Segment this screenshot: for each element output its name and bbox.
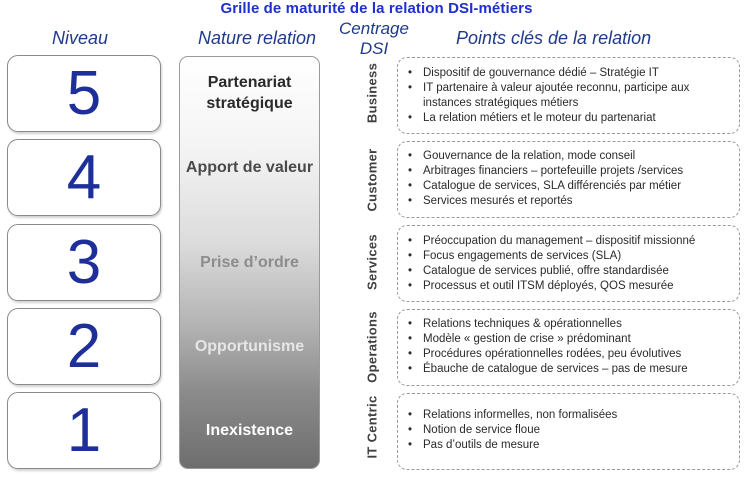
list-item: • Modèle « gestion de crise » prédominant <box>398 332 739 347</box>
centrage-label-it-centric: IT Centric <box>364 395 380 459</box>
list-item: • Ébauche de catalogue de services – pas de mesure <box>398 362 739 377</box>
level-box-5 <box>7 55 161 132</box>
list-item: • Relations informelles, non formalisées <box>398 408 739 423</box>
nature-label-4: Apport de valeur <box>185 159 314 176</box>
list-item: • Dispositif de gouvernance dédié – Stratégie IT <box>398 66 739 81</box>
nature-label-5: Partenariat stratégique <box>206 74 293 112</box>
points-box-2 <box>397 309 740 386</box>
level-box-4 <box>7 139 161 216</box>
points-box-5 <box>397 57 740 134</box>
header-nature-relation: Nature relation <box>198 28 317 48</box>
list-item: • Catalogue de services publié, offre standardisée <box>398 264 739 279</box>
list-item: • Gouvernance de la relation, mode conseil <box>398 149 739 164</box>
list-item: • Pas d’outils de mesure <box>398 438 739 453</box>
level-box-3 <box>7 224 161 301</box>
list-item: • Procédures opérationnelles rodées, peu évolutives <box>398 347 739 362</box>
level-number: 5 <box>66 58 102 128</box>
centrage-label-services: Services <box>364 234 380 290</box>
list-item: • Services mesurés et reportés <box>398 194 739 209</box>
level-number: 1 <box>66 395 102 465</box>
list-item: • La relation métiers et le moteur du partenariat <box>398 111 739 126</box>
points-box-4 <box>397 141 740 218</box>
level-number: 3 <box>66 227 102 297</box>
list-item: • Relations techniques & opérationnelles <box>398 317 739 332</box>
list-item: • Catalogue de services, SLA différenciés par métier <box>398 179 739 194</box>
list-item: • Préoccupation du management – dispositif missionné <box>398 234 739 249</box>
centrage-label-customer: Customer <box>364 148 380 212</box>
centrage-label-operations: Operations <box>364 311 380 383</box>
list-item: • Arbitrages financiers – portefeuille projets /services <box>398 164 739 179</box>
nature-label-3: Prise d’ordre <box>200 254 299 271</box>
header-niveau: Niveau <box>52 28 109 48</box>
header-centrage-dsi: Centrage DSI <box>339 19 409 58</box>
points-box-3 <box>397 225 740 302</box>
nature-label-2: Opportunisme <box>194 338 305 355</box>
list-item: • Focus engagements de services (SLA) <box>398 249 739 264</box>
list-item: • IT partenaire à valeur ajoutée reconnu, participe aux instances stratégiques métiers <box>398 81 739 111</box>
points-box-1 <box>397 393 740 470</box>
list-item: • Notion de service floue <box>398 423 739 438</box>
diagram-title: Grille de maturité de la relation DSI-métiers <box>220 0 533 17</box>
centrage-label-business: Business <box>364 62 380 124</box>
level-number: 2 <box>66 311 102 381</box>
level-number: 4 <box>66 142 102 212</box>
header-points-cles: Points clés de la relation <box>456 28 652 48</box>
nature-label-1: Inexistence <box>205 422 294 439</box>
level-box-1 <box>7 392 161 469</box>
list-item: • Processus et outil ITSM déployés, QOS mesurée <box>398 279 739 294</box>
level-box-2 <box>7 308 161 385</box>
